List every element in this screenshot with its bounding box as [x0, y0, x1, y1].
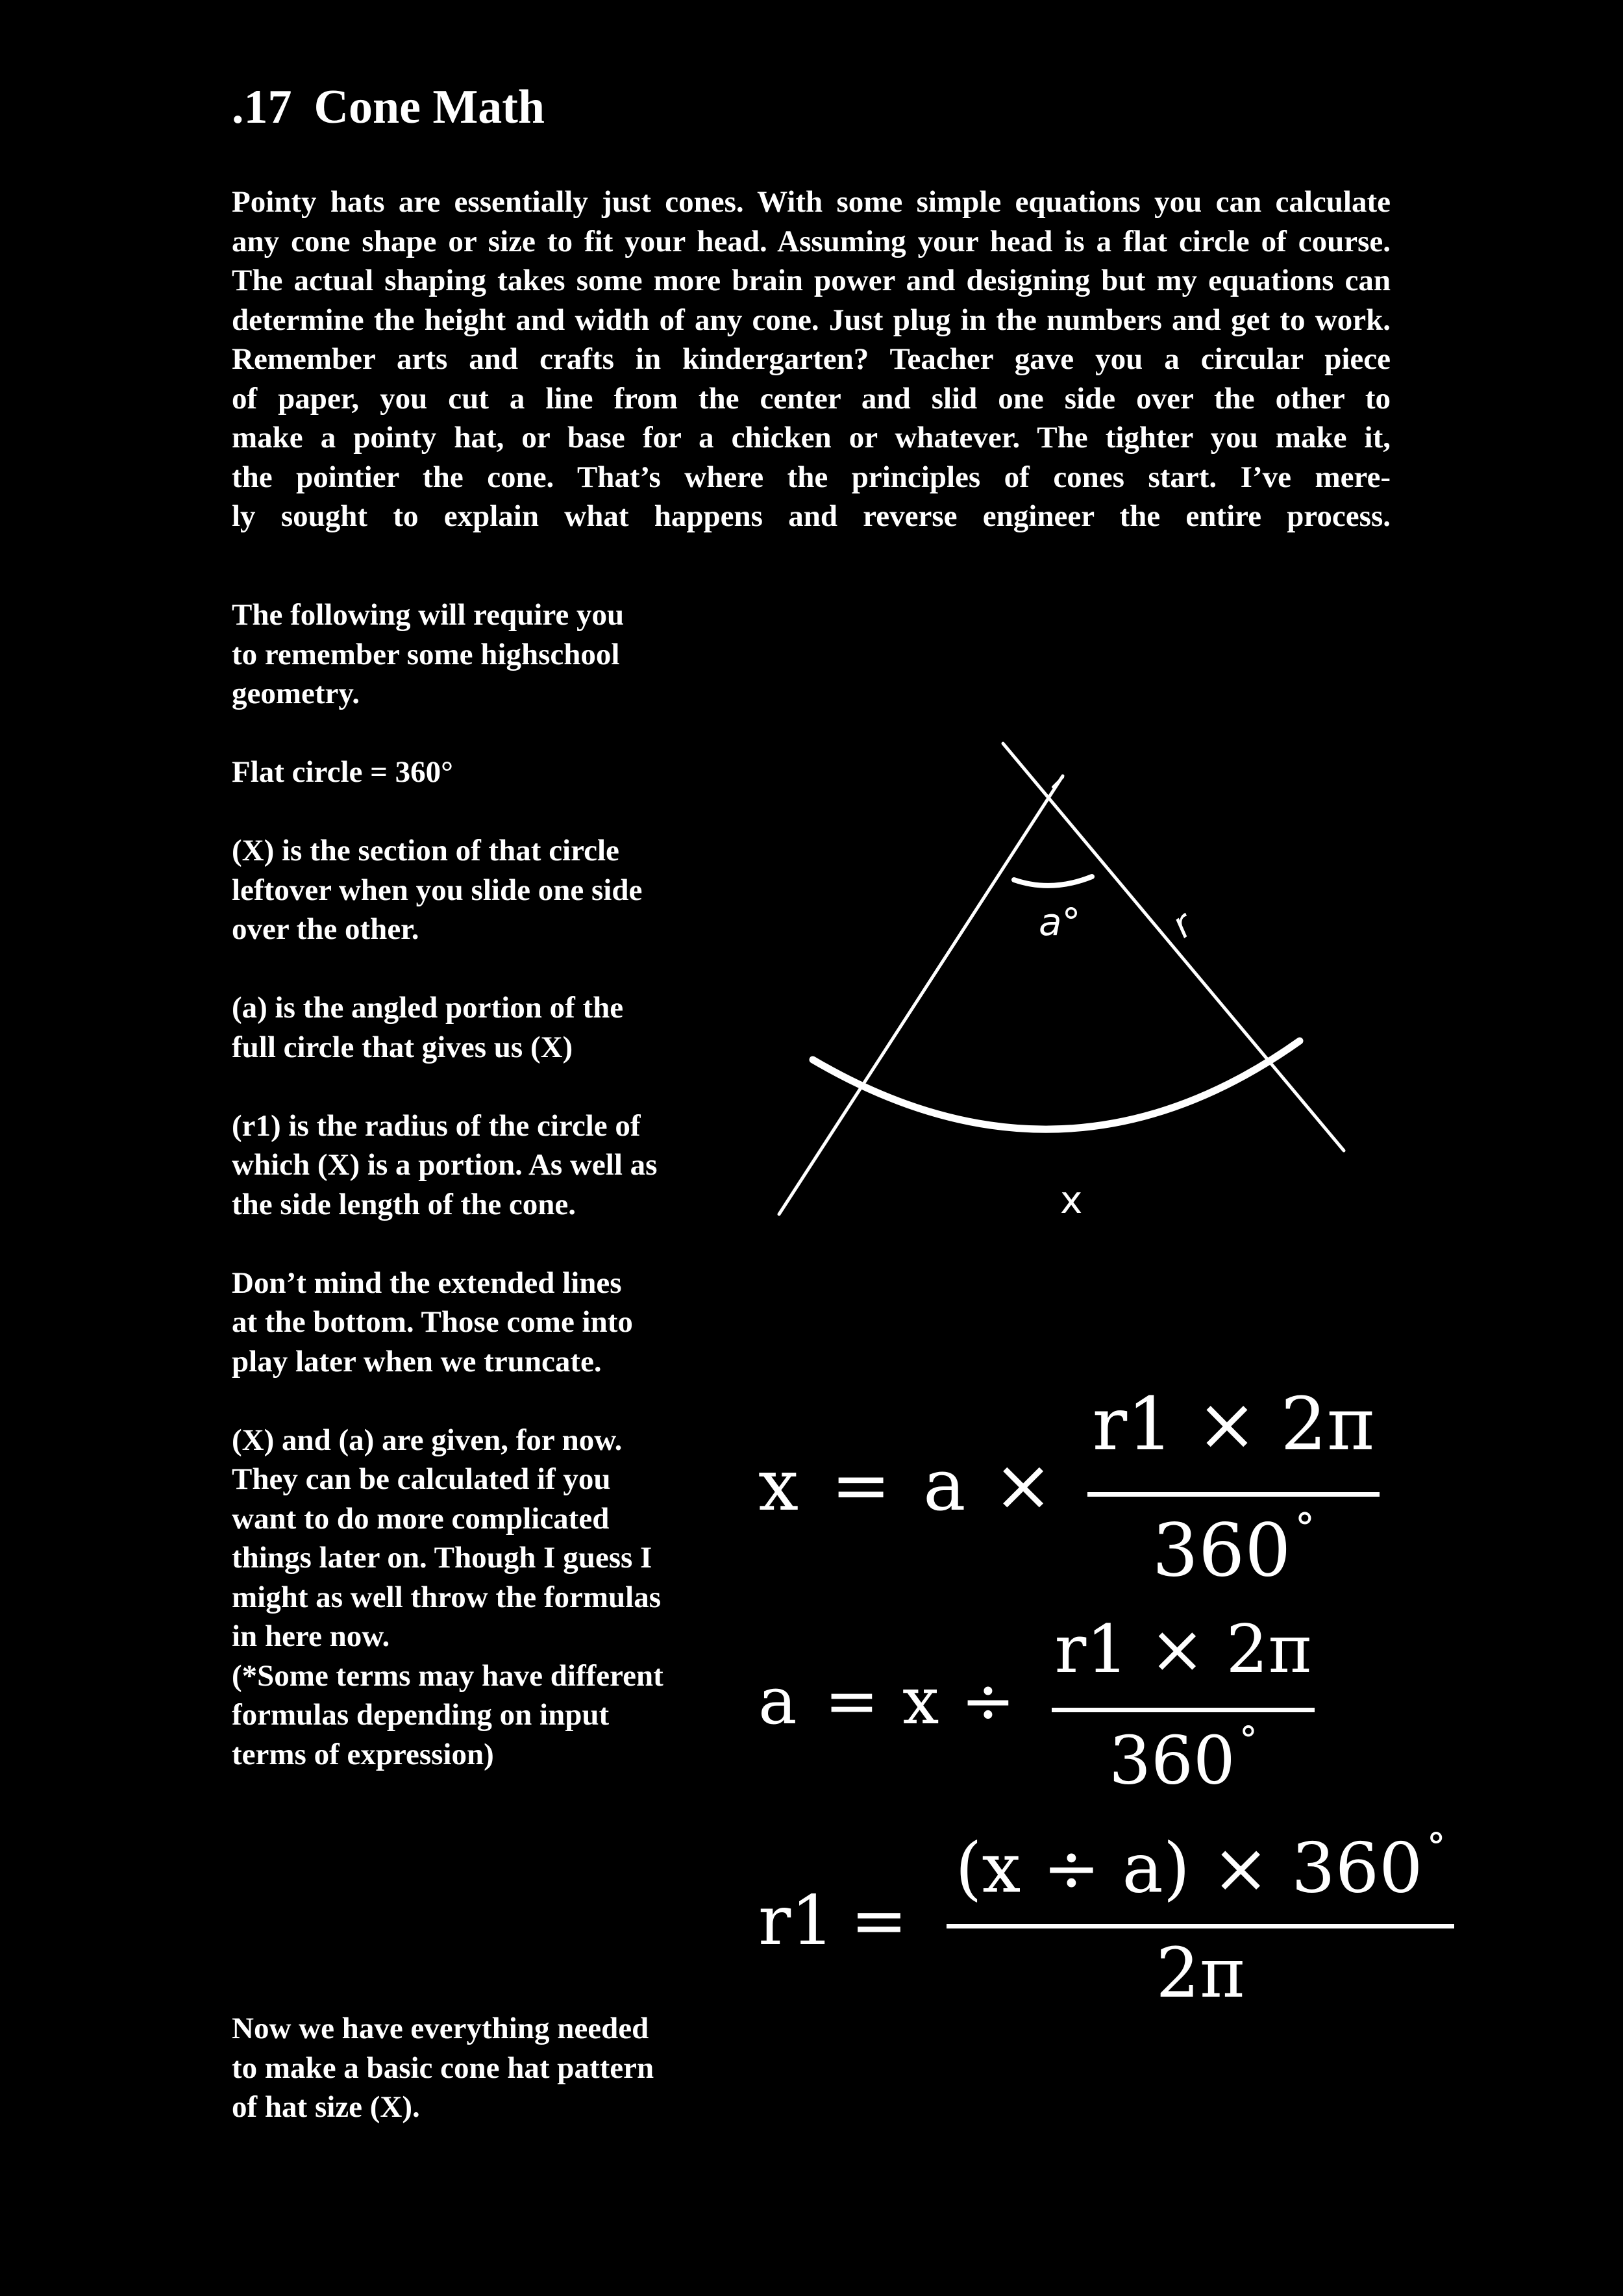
note-line: to make a basic cone hat pattern: [232, 2051, 654, 2085]
note-line: the side length of the cone.: [232, 1187, 576, 1221]
intro-line: The actual shaping takes some more brain power and designing but my equations can: [232, 264, 1391, 297]
eq3-fraction: [947, 1825, 1454, 2013]
eq3-fraction-bar: [947, 1924, 1454, 1928]
intro-line: any cone shape or size to fit your head. Assuming your head is a flat circle of course.: [232, 224, 1391, 258]
eq1-den-value: 360: [1152, 1508, 1291, 1593]
eq1-fraction-bar: [1087, 1492, 1380, 1497]
intro-line: make a pointy hat, or base for a chicken or whatever. The tighter you make it,: [232, 421, 1391, 455]
note-line: things later on. Though I guess I: [232, 1541, 652, 1575]
base-arc: [813, 1041, 1300, 1129]
section-number: .17: [232, 81, 292, 134]
closing-note: [232, 2009, 699, 2127]
note-formulas: [232, 1421, 699, 1775]
intro-line: determine the height and width of any cone. Just plug in the numbers and get to work.: [232, 303, 1391, 337]
eq3-degree: °: [1426, 1825, 1446, 1869]
cone-left-edge: [779, 776, 1063, 1214]
eq3-equals: =: [850, 1881, 908, 1960]
note-line: geometry.: [232, 677, 360, 710]
intro-line: Remember arts and crafts in kindergarten? Teacher gave you a circular piece: [232, 342, 1391, 376]
note-line: Don’t mind the extended lines: [232, 1266, 622, 1300]
eq2-den-value: 360: [1109, 1722, 1235, 1800]
note-extended-lines: [232, 1264, 699, 1382]
note-geometry: [232, 595, 699, 714]
note-line: in here now.: [232, 1619, 390, 1653]
note-line: The following will require you: [232, 598, 625, 632]
note-a-definition: [232, 988, 699, 1067]
note-flat-circle: [232, 753, 699, 792]
note-line: (X) and (a) are given, for now.: [232, 1423, 623, 1457]
eq1-equals: =: [831, 1443, 891, 1527]
note-line: want to do more complicated: [232, 1501, 610, 1536]
note-line: (a) is the angled portion of the: [232, 991, 624, 1025]
note-line: They can be calculated if you: [232, 1462, 611, 1496]
angle-label: a°: [1039, 900, 1081, 944]
eq1-operator: ×: [993, 1443, 1054, 1527]
eq2-operator: ÷: [961, 1663, 1015, 1739]
eq2-equals: =: [824, 1663, 879, 1739]
eq3-denominator: 2π: [1156, 1933, 1245, 2013]
note-line: at the bottom. Those come into: [232, 1305, 633, 1339]
intro-line: ly sought to explain what happens and reverse engineer the entire process.: [232, 499, 1391, 533]
eq2-lhs: a: [758, 1663, 797, 1739]
arc-label: x: [1060, 1178, 1083, 1222]
note-line: over the other.: [232, 912, 419, 946]
eq1-fraction: [1087, 1382, 1380, 1593]
note-line: play later when we truncate.: [232, 1344, 602, 1379]
note-line: might as well throw the formulas: [232, 1580, 662, 1614]
intro-line: of paper, you cut a line from the center and slid one side over the other to: [232, 381, 1391, 416]
intro-line: Pointy hats are essentially just cones. With some simple equations you can calculate: [232, 185, 1391, 219]
sidebar-notes: [232, 595, 699, 1814]
note-line: Now we have everything needed: [232, 2012, 649, 2045]
note-line: of hat size (X).: [232, 2090, 420, 2124]
note-line: terms of expression): [232, 1737, 494, 1771]
eq3-num-value: (x ÷ a) × 360: [955, 1828, 1423, 1908]
note-line: (*Some terms may have different: [232, 1658, 663, 1693]
angle-arc: [1014, 877, 1092, 886]
note-line: leftover when you slide one side: [232, 873, 643, 907]
cone-diagram: [760, 727, 1370, 1234]
note-r1-definition: [232, 1106, 699, 1225]
eq3-numerator: [947, 1825, 1454, 1924]
intro-paragraph: [232, 182, 1391, 536]
radius-label: r: [1164, 903, 1201, 947]
note-line: (X) is the section of that circle: [232, 834, 619, 867]
intro-line: the pointier the cone. That’s where the principles of cones start. I’ve mere-: [232, 460, 1391, 494]
eq3-lhs: r1: [758, 1881, 834, 1960]
eq2-term: x: [902, 1663, 939, 1739]
eq1-numerator: r1 × 2π: [1092, 1382, 1375, 1467]
eq1-term: a: [923, 1443, 966, 1527]
title-text: Cone Math: [314, 81, 545, 134]
cone-right-edge: [1003, 743, 1344, 1151]
note-line: to remember some highschool: [232, 637, 620, 671]
eq2-numerator: r1 × 2π: [1054, 1611, 1312, 1688]
page-title: [232, 81, 545, 134]
eq1-degree: °: [1295, 1504, 1315, 1551]
eq2-fraction: [1052, 1611, 1315, 1800]
note-x-definition: [232, 831, 699, 949]
note-line: Flat circle = 360°: [232, 755, 453, 789]
note-line: full circle that gives us (X): [232, 1030, 573, 1064]
eq2-degree: °: [1239, 1719, 1258, 1762]
eq1-lhs: x: [758, 1443, 799, 1527]
note-line: (r1) is the radius of the circle of: [232, 1108, 641, 1143]
eq1-denominator: [1087, 1504, 1380, 1593]
note-line: formulas depending on input: [232, 1698, 610, 1732]
eq2-fraction-bar: [1052, 1708, 1315, 1712]
eq2-denominator: [1052, 1719, 1315, 1800]
note-line: which (X) is a portion. As well as: [232, 1148, 658, 1182]
